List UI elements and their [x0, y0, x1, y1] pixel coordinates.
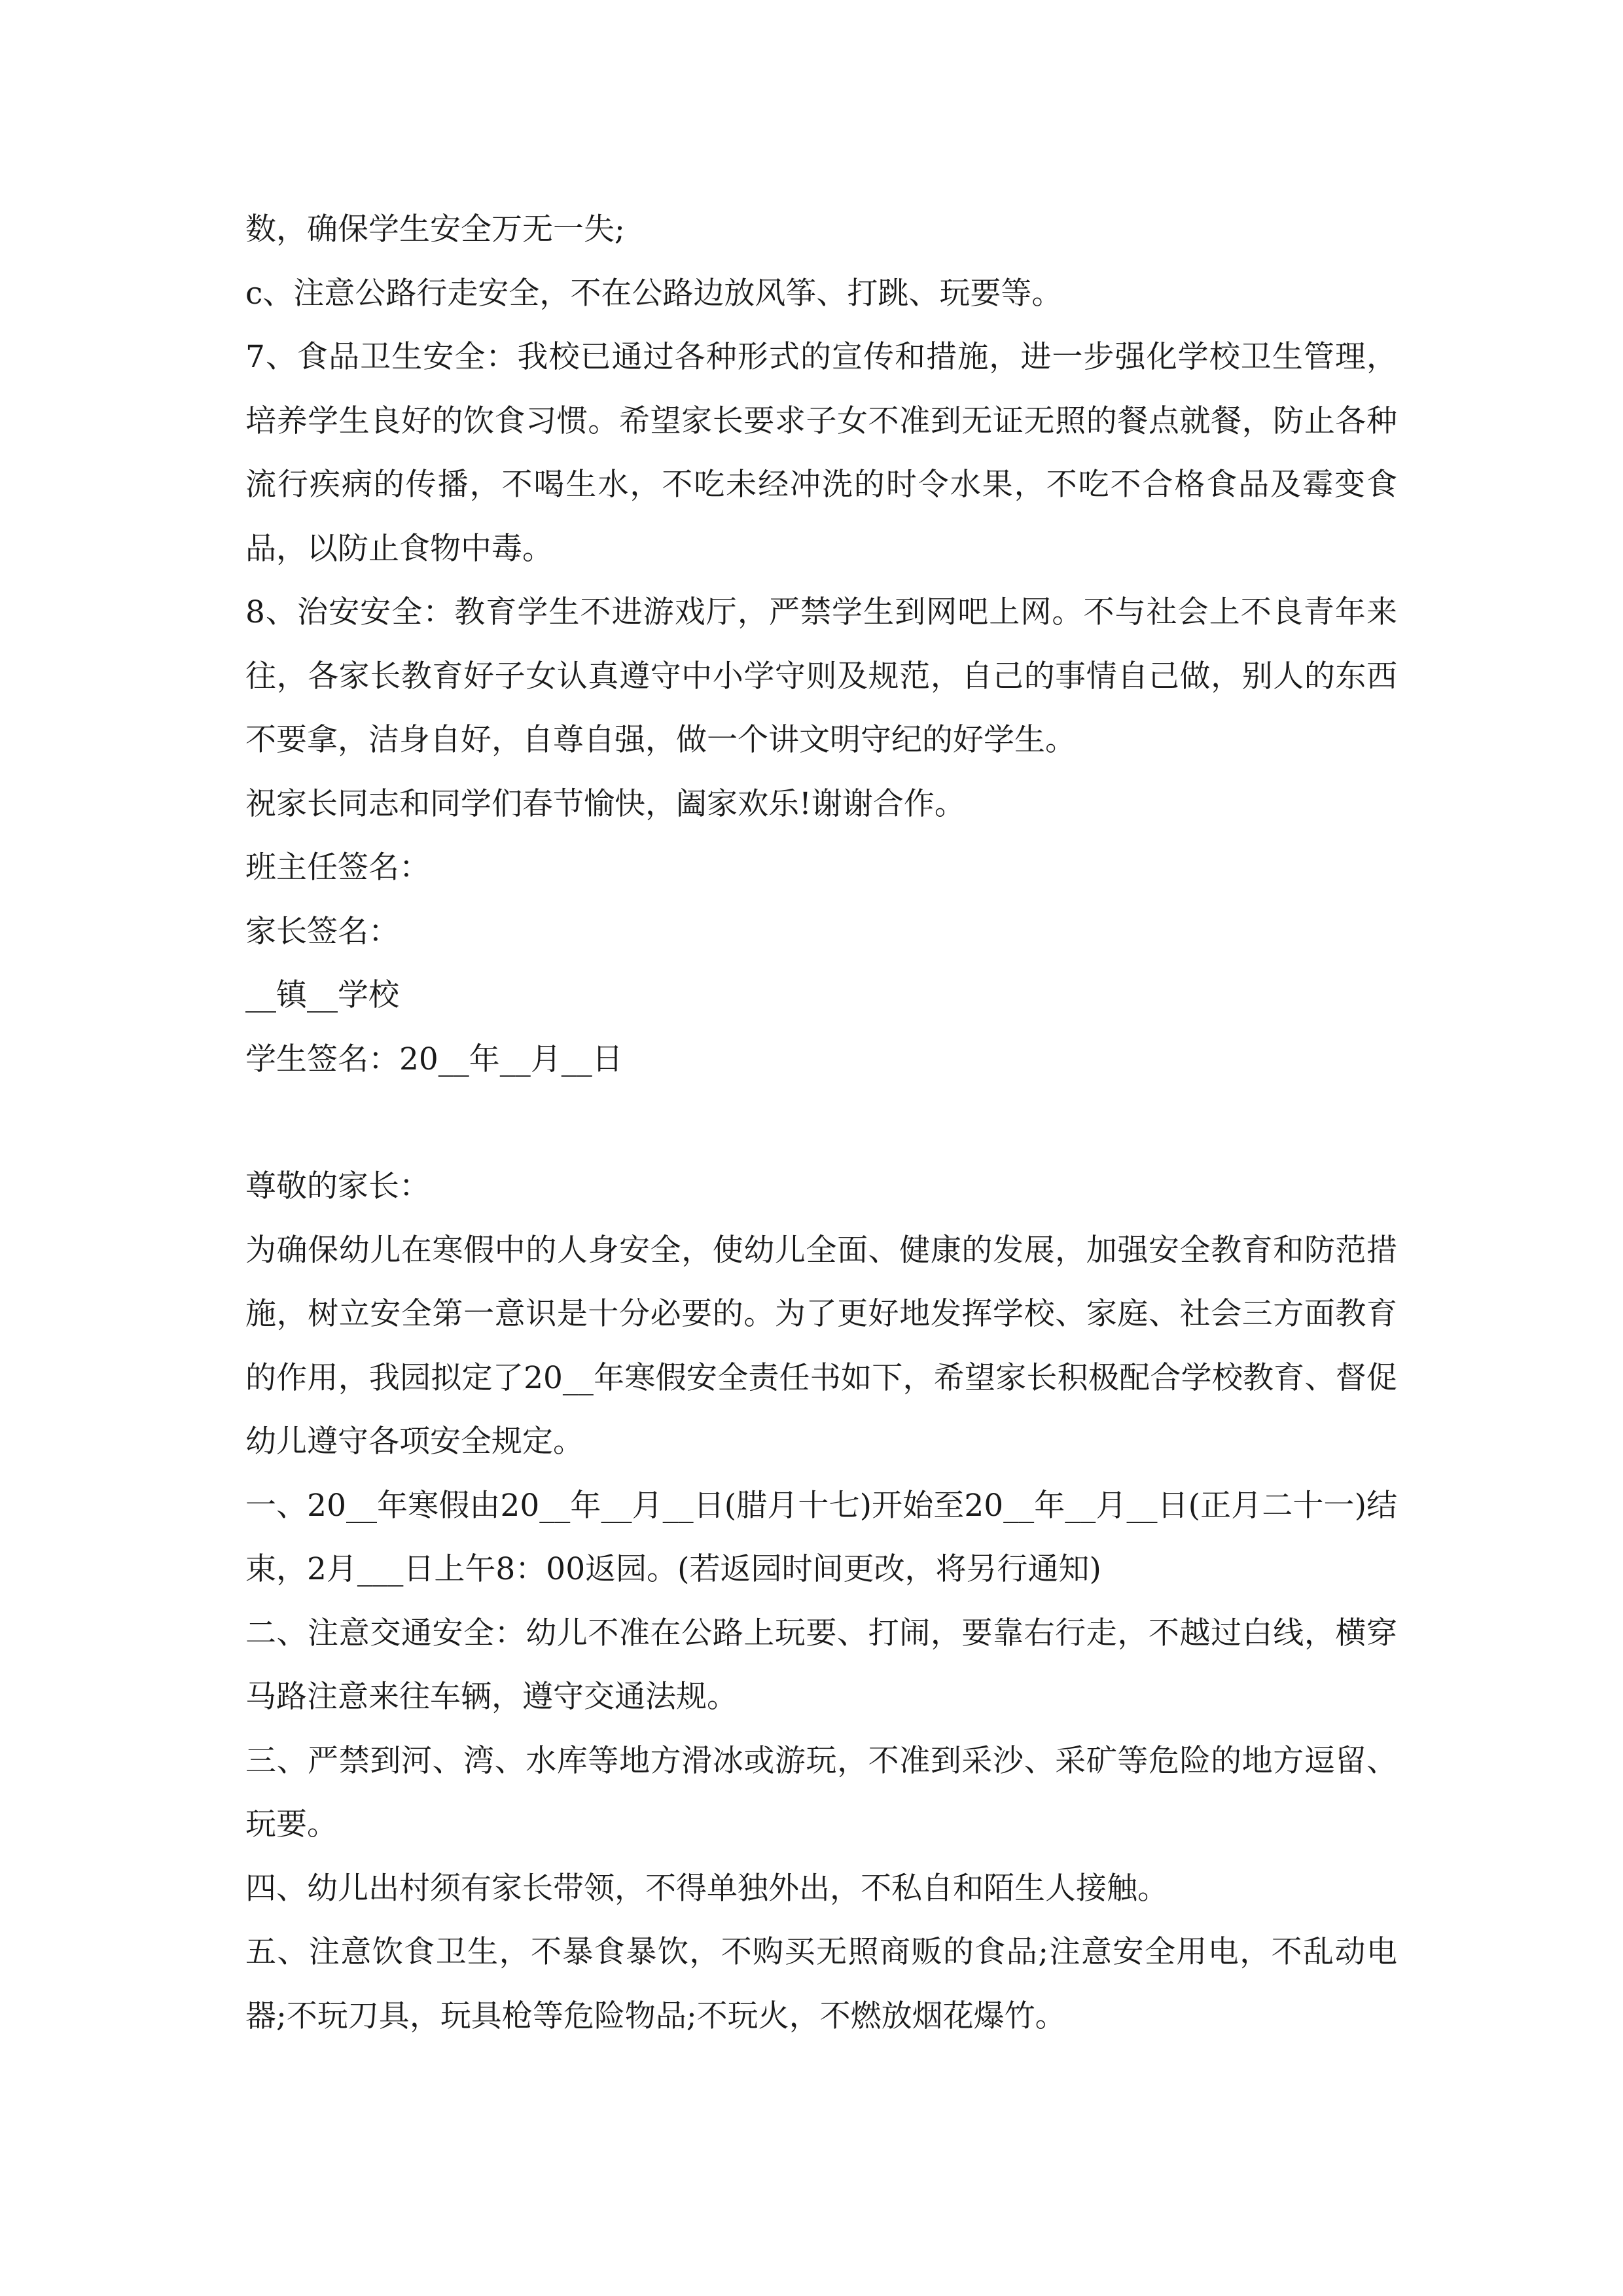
paragraph-wishes: 祝家长同志和同学们春节愉快，阖家欢乐!谢谢合作。 [245, 785, 965, 822]
paragraph-item-4: 四、幼儿出村须有家长带领，不得单独外出，不私自和陌生人接触。 [245, 1870, 1168, 1907]
document-body [245, 198, 1397, 2048]
paragraph-item-3: 三、严禁到河、湾、水库等地方滑冰或游玩，不准到采沙、采矿等危险的地方逗留、玩要。 [245, 1742, 1397, 1842]
paragraph-item-5: 五、注意饮食卫生，不暴食暴饮，不购买无照商贩的食品;注意安全用电，不乱动电器;不玩刀具，玩具枪等危险物品;不玩火，不燃放烟花爆竹。 [245, 1934, 1397, 2034]
paragraph-intro: 为确保幼儿在寒假中的人身安全，使幼儿全面、健康的发展，加强安全教育和防范措施，树立安全第一意识是十分必要的。为了更好地发挥学校、家庭、社会三方面教育的作用，我园拟定了20__年寒假安全责任书如下，希望家长积极配合学校教育、督促幼儿遵守各项安全规定。 [245, 1232, 1397, 1460]
teacher-signature-line: 班主任签名： [245, 850, 430, 886]
paragraph-continuation: 数，确保学生安全万无一失; [245, 211, 625, 247]
paragraph-public-security: 8、治安安全：教育学生不进游戏厅，严禁学生到网吧上网。不与社会上不良青年来往，各家长教育好子女认真遵守中小学守则及规范，自己的事情自己做，别人的东西不要拿，洁身自好，自尊自强，做一个讲文明守纪的好学生。 [245, 594, 1397, 758]
paragraph-item-1: 一、20__年寒假由20__年__月__日(腊月十七)开始至20__年__月__日(正月二十一)结束，2月___日上午8：00返园。(若返园时间更改，将另行通知) [245, 1487, 1397, 1587]
paragraph-item-c: c、注意公路行走安全，不在公路边放风筝、打跳、玩要等。 [245, 275, 1063, 312]
section-spacer [245, 1091, 1397, 1155]
greeting-line: 尊敬的家长： [245, 1168, 430, 1204]
paragraph-item-2: 二、注意交通安全：幼儿不准在公路上玩要、打闹，要靠右行走，不越过白线，横穿马路注意来往车辆，遵守交通法规。 [245, 1615, 1397, 1715]
school-name-line: __镇__学校 [245, 977, 399, 1013]
parent-signature-line: 家长签名： [245, 913, 399, 950]
student-signature-date-line: 学生签名：20__年__月__日 [245, 1041, 623, 1077]
paragraph-food-safety: 7、食品卫生安全：我校已通过各种形式的宣传和措施，进一步强化学校卫生管理，培养学生良好的饮食习惯。希望家长要求子女不准到无证无照的餐点就餐，防止各种流行疾病的传播，不喝生水，不吃未经冲洗的时令水果，不吃不合格食品及霉变食品，以防止食物中毒。 [245, 339, 1397, 567]
